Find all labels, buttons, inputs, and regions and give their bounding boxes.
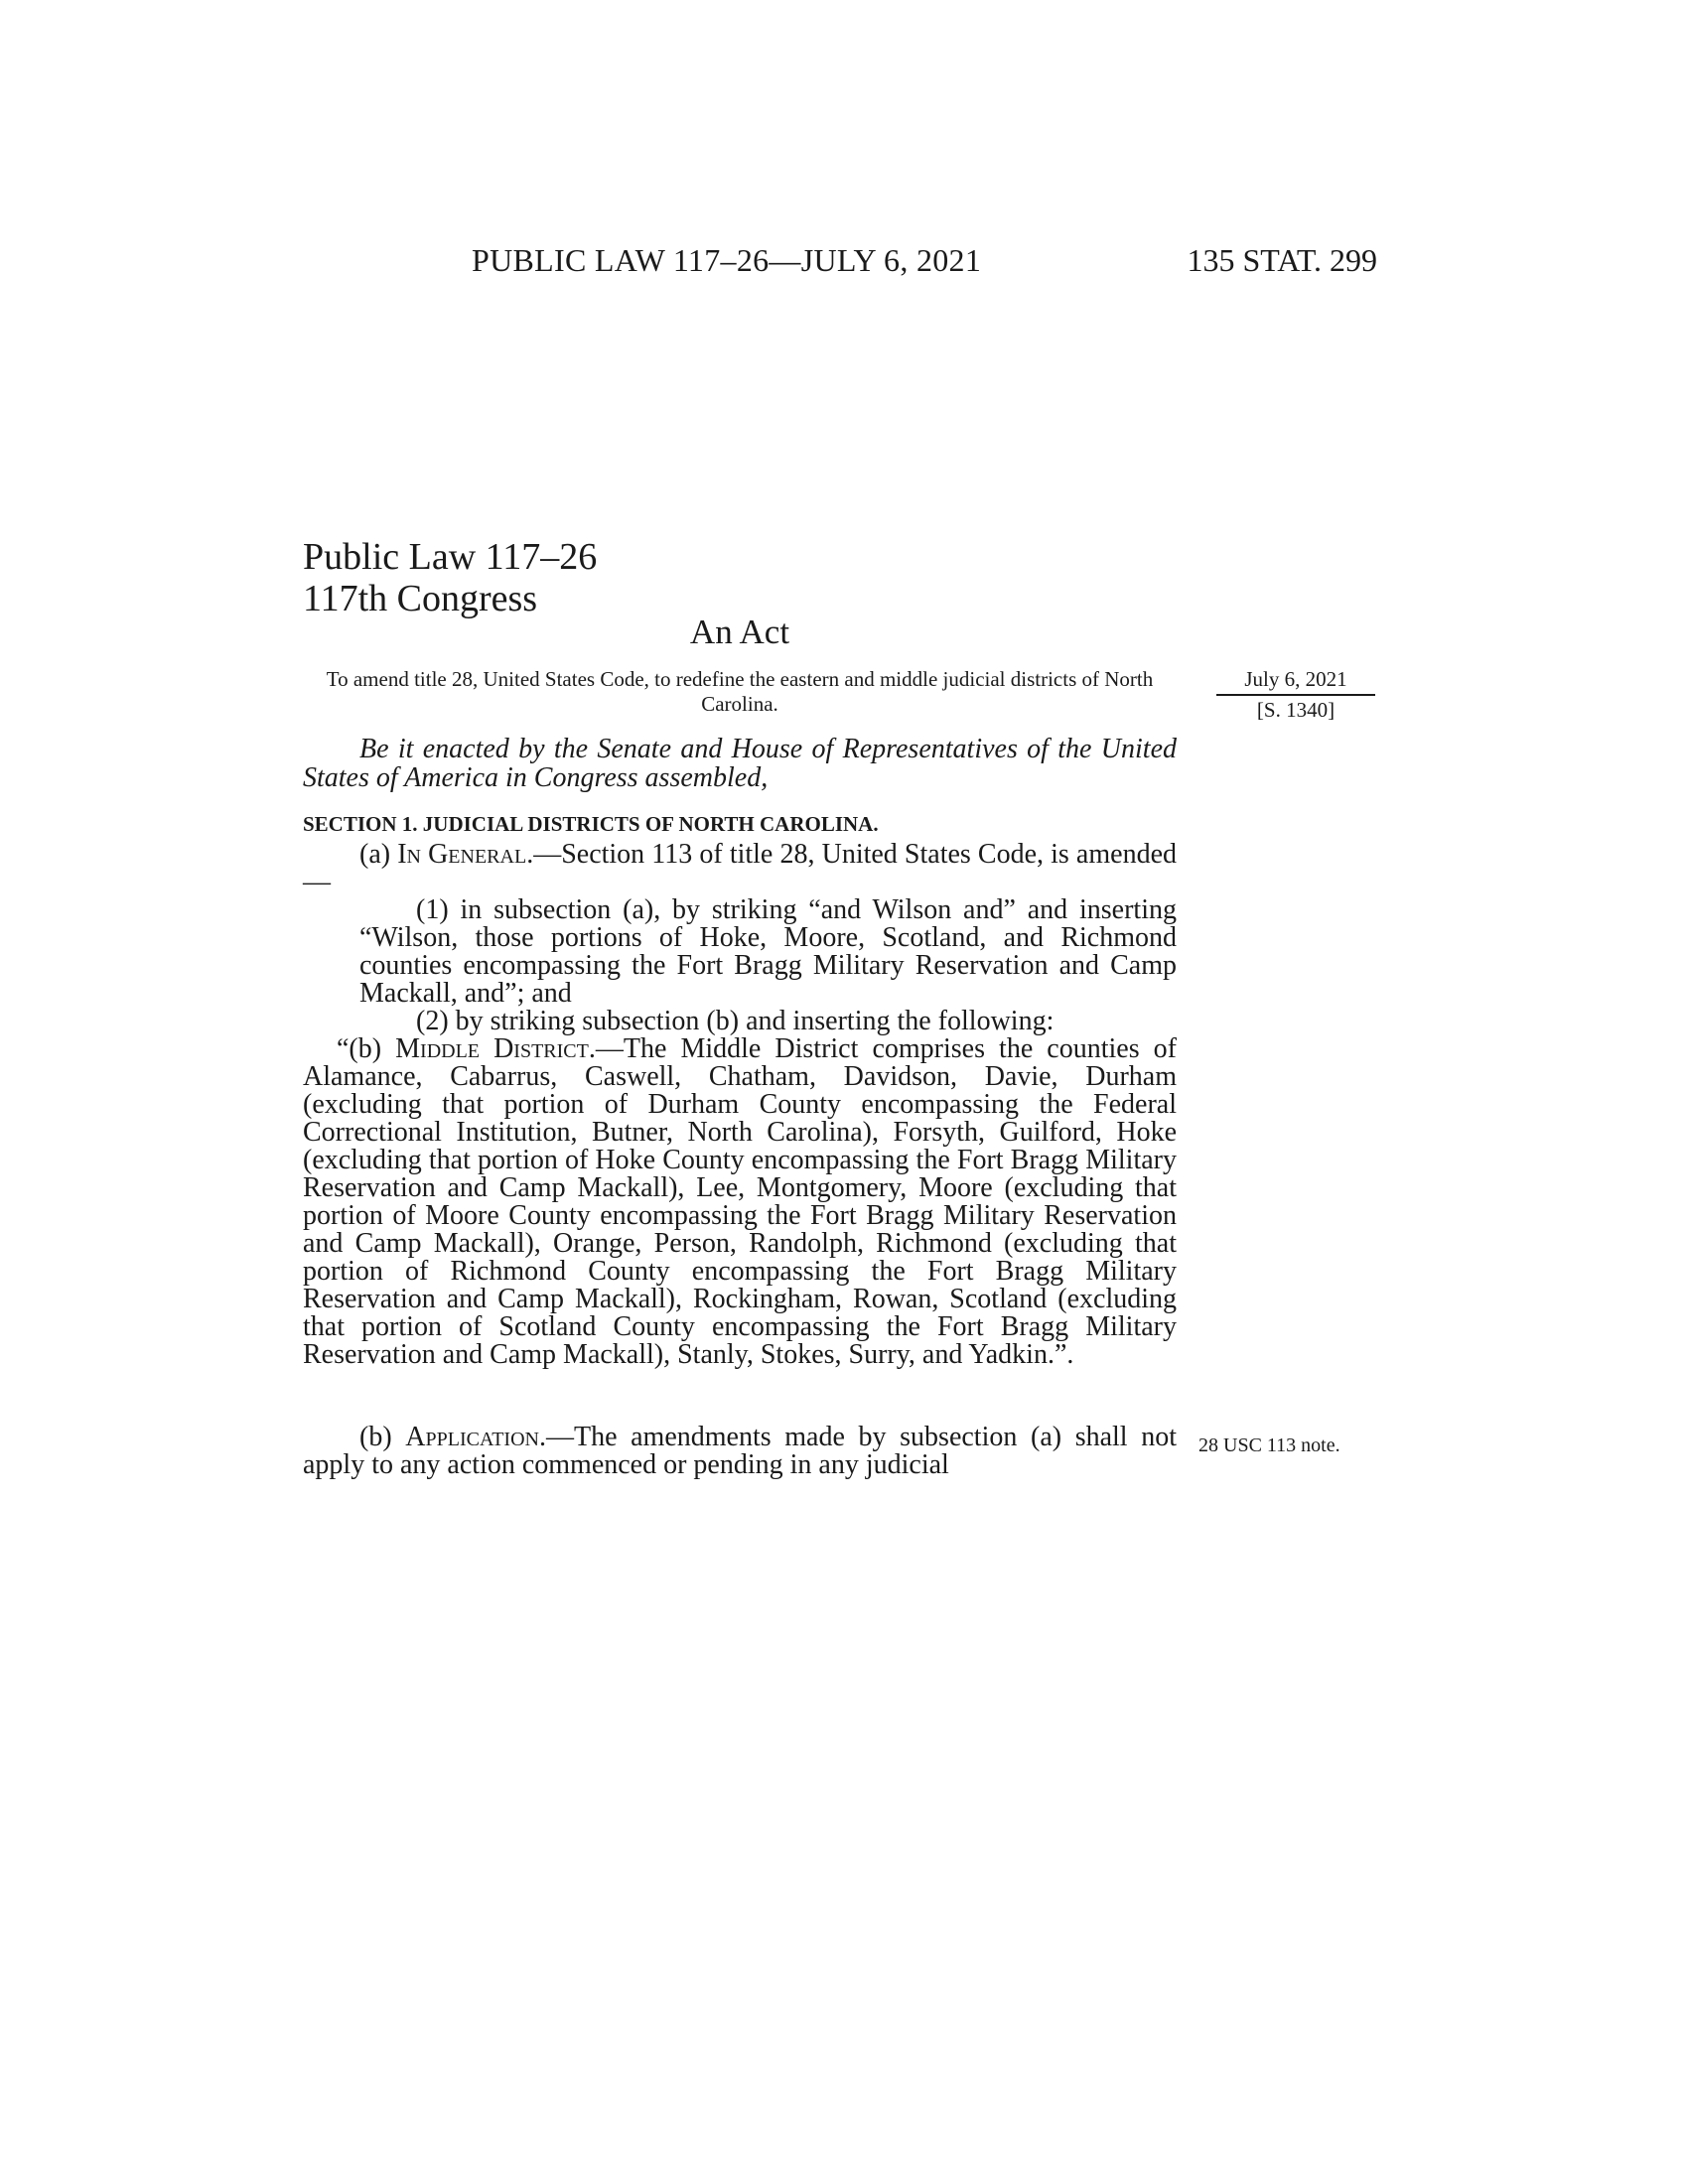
section-heading: SECTION 1. JUDICIAL DISTRICTS OF NORTH CAROLINA. — [303, 812, 879, 836]
middle-district-paragraph — [303, 1035, 1177, 1369]
enacting-clause: Be it enacted by the Senate and House of Representatives of the United States of America in Congress assembled, — [303, 734, 1177, 793]
paragraph-1: (1) in subsection (a), by striking “and Wilson and” and inserting “Wilson, those portions of Hoke, Moore, Scotland, and Richmond counties encompassing the Fort Bragg Military Reservation and Camp Mackall, and”; and — [359, 894, 1177, 1009]
public-law-number: Public Law 117–26 — [303, 536, 598, 578]
subsection-a-text: .—Section 113 of title 28, United States Code, is amended— — [303, 839, 1177, 897]
statute-page-reference: 135 STAT. 299 — [1187, 242, 1377, 278]
application-text: .—The amendments made by subsection (a) shall not apply to any action commenced or pending in any judicial — [303, 1422, 1177, 1480]
subsection-a-prefix: (a) — [359, 839, 398, 870]
an-act-heading: An Act — [689, 613, 790, 651]
long-title: To amend title 28, United States Code, to redefine the eastern and middle judicial districts of North Carolina. — [326, 667, 1154, 716]
margin-enactment-info — [1216, 667, 1375, 723]
congress-number: 117th Congress — [303, 578, 538, 619]
middle-district-prefix: “(b) — [337, 1033, 396, 1064]
application-paragraph — [303, 1424, 1177, 1479]
application-caption: Application — [405, 1422, 539, 1452]
paragraph-2: (2) by striking subsection (b) and inserting the following: — [416, 1006, 1055, 1036]
margin-date: July 6, 2021 — [1216, 667, 1375, 696]
margin-bill-number: [S. 1340] — [1256, 698, 1336, 722]
subsection-a-caption: In General — [397, 839, 527, 870]
middle-district-caption: Middle District — [395, 1033, 589, 1064]
margin-citation-note: 28 USC 113 note. — [1198, 1434, 1340, 1456]
application-prefix: (b) — [359, 1422, 406, 1452]
middle-district-text: .—The Middle District comprises the counties of Alamance, Cabarrus, Caswell, Chatham, Davidson, Davie, Durham (excluding that portion of Durham County encompassing the Federal Correctional Institution, Butner, North Carolina), Forsyth, Guilford, Hoke (excluding that portion of Hoke County encompassing the Fort Bragg Military Reservation and Camp Mackall), Lee, Montgomery, Moore (excluding that portion of Moore County encompassing the Fort Bragg Military Reservation and Camp Mackall), Orange, Person, Randolph, Richmond (excluding that portion of Richmond County encompassing the Fort Bragg Military Reservation and Camp Mackall), Rockingham, Rowan, Scotland (excluding that portion of Scotland County encompassing the Fort Bragg Military Reservation and Camp Mackall), Stanly, Stokes, Surry, and Yadkin.”. — [303, 1033, 1177, 1370]
running-head: PUBLIC LAW 117–26—JULY 6, 2021 — [472, 242, 982, 278]
subsection-a-paragraph — [303, 841, 1177, 896]
